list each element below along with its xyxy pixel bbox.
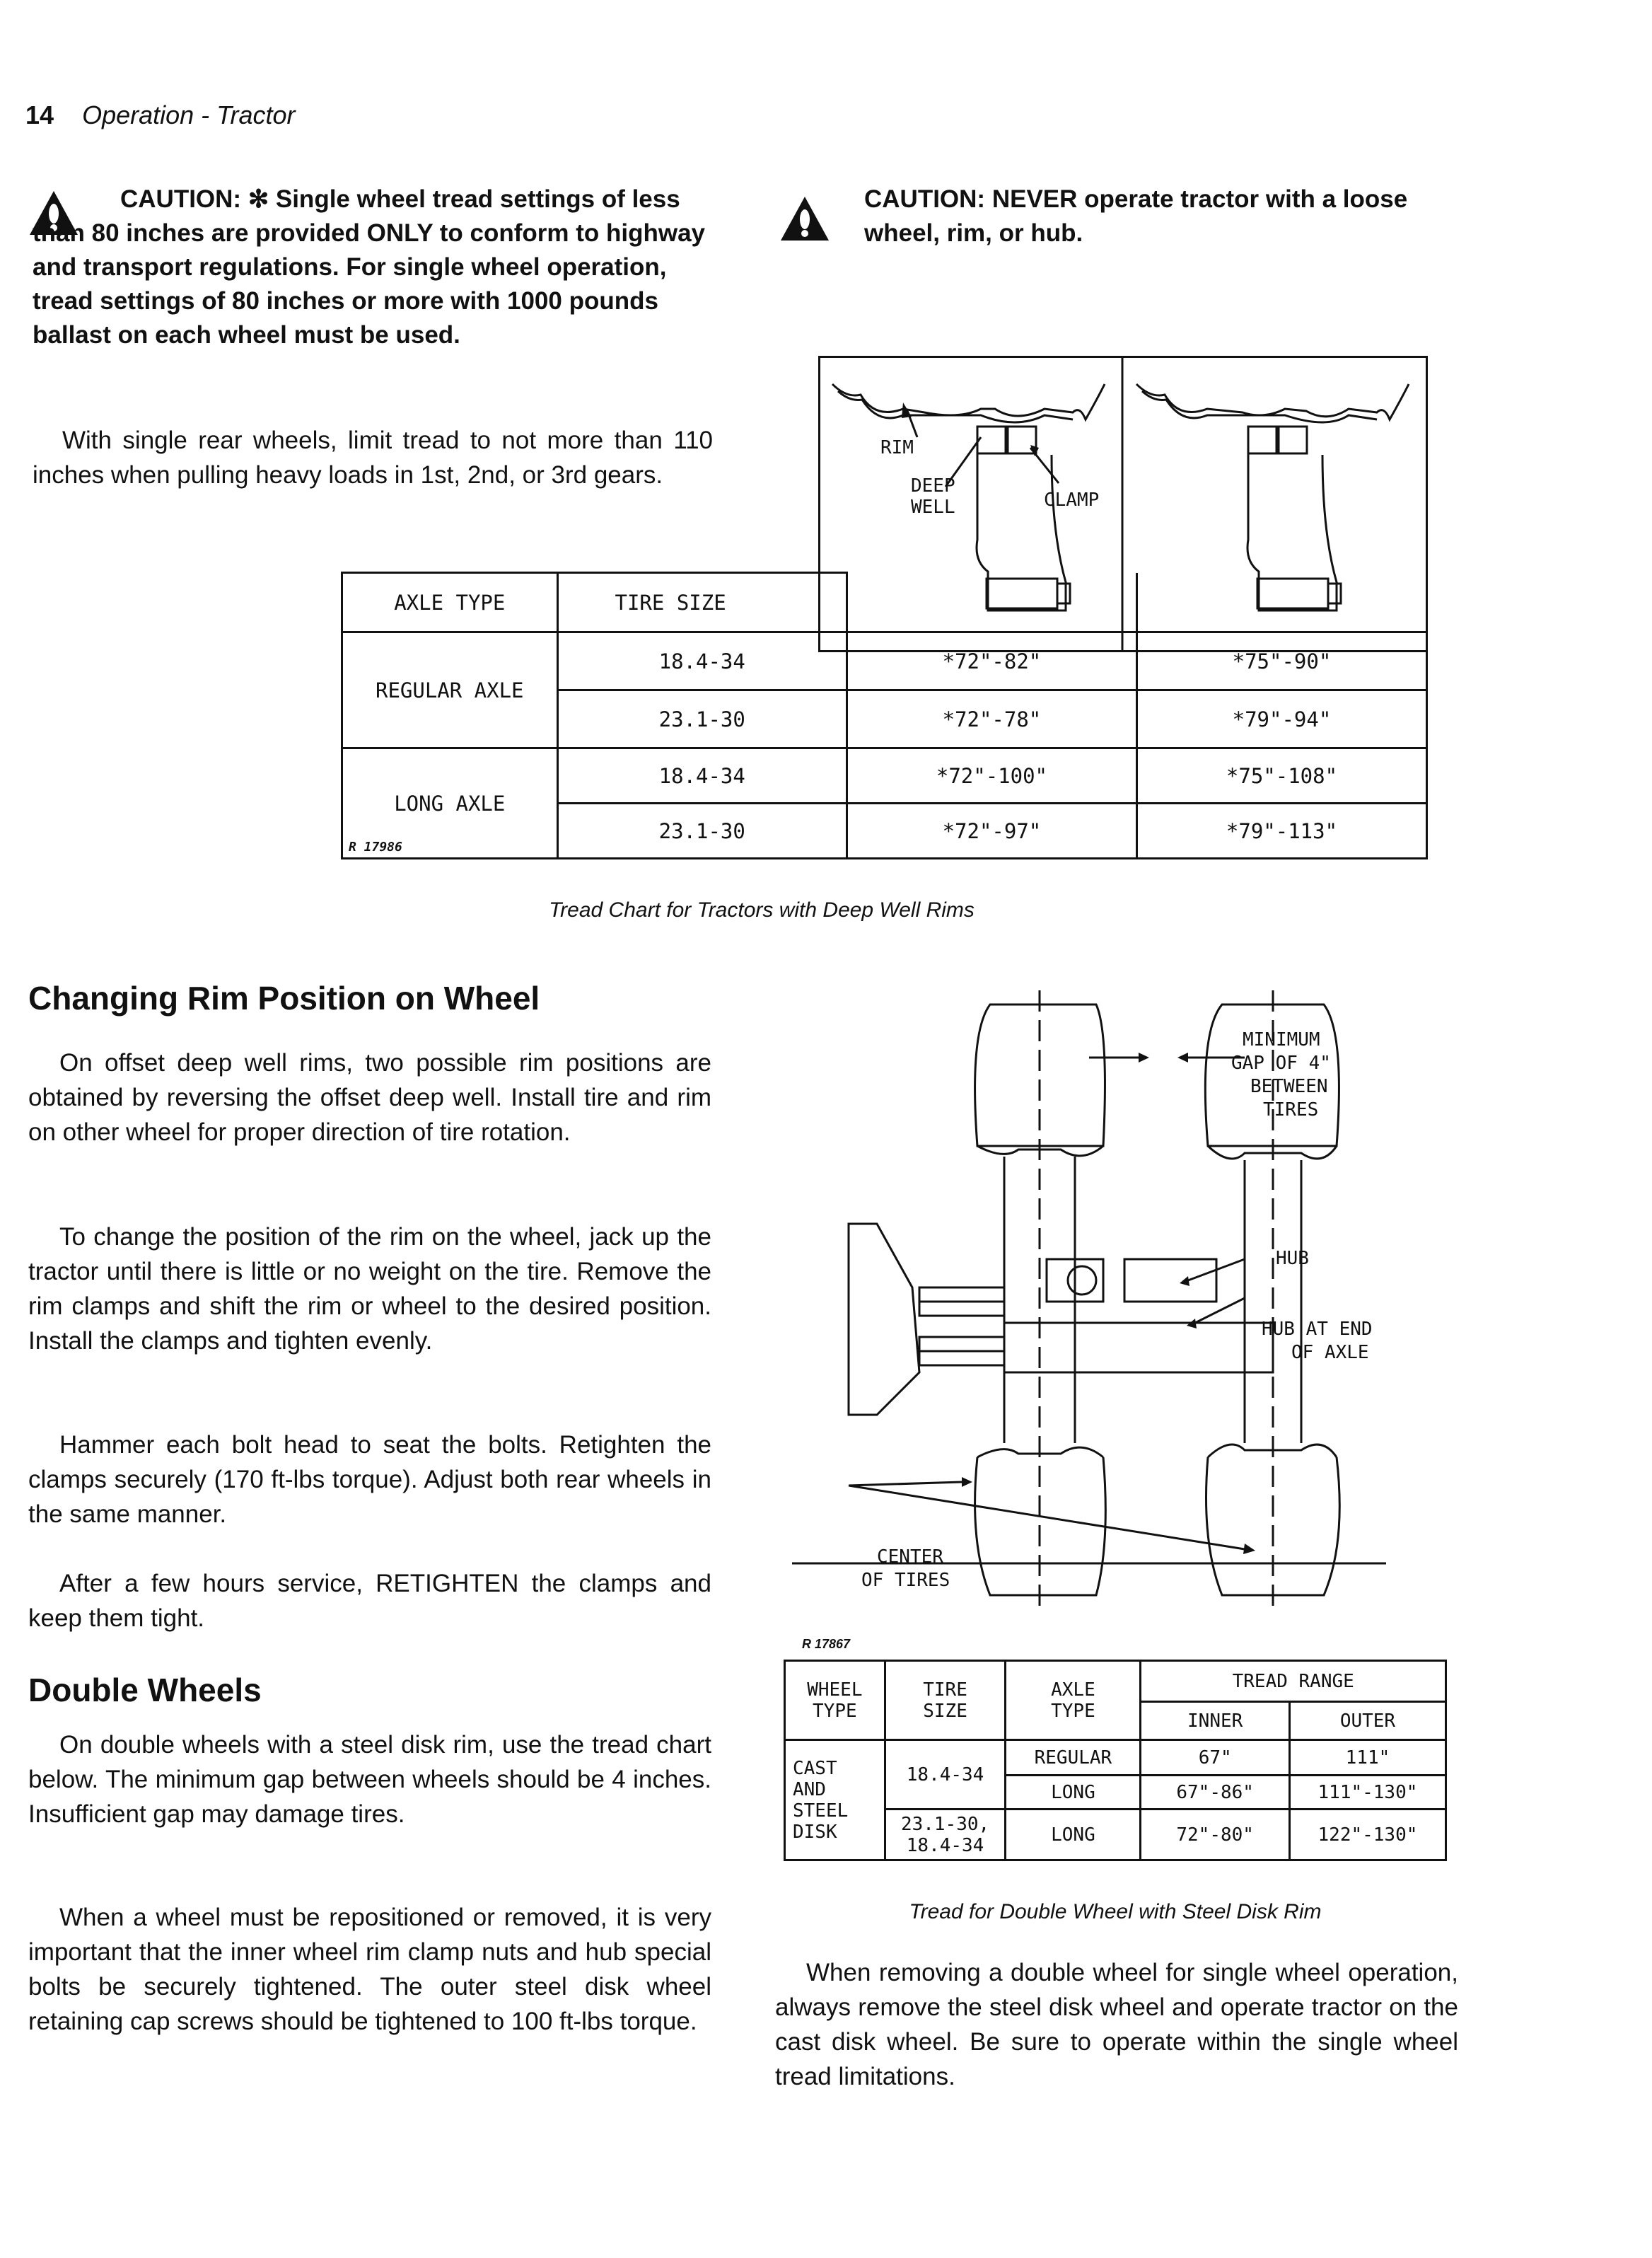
tread-cell: *72"-100" (847, 748, 1136, 804)
of-tires-label: OF TIRES (861, 1570, 950, 1591)
tread-chart-table (341, 572, 1428, 859)
header-tire-size: TIRE SIZE (557, 573, 847, 632)
header-line: TIRE (923, 1679, 967, 1701)
rim-paragraph: After a few hours service, RETIGHTEN the clamps and keep them tight. (28, 1570, 711, 1632)
hub-at-end-label: HUB AT END (1262, 1319, 1373, 1340)
axle-label: LONG AXLE (394, 791, 506, 816)
outer-cell: 122"-130" (1289, 1810, 1446, 1860)
double-paragraph: When a wheel must be repositioned or removed, it is very important that the inner wheel rim clamp nuts and hub special bolts be securely tightened. The outer steel disk wheel retaining cap screws should be tightened to 100 ft-lbs torque. (28, 1904, 711, 2035)
tread-cell: *72"-82" (847, 632, 1136, 690)
section-heading-rim: Changing Rim Position on Wheel (28, 980, 540, 1017)
page-number: 14 (25, 100, 54, 129)
page-header (25, 100, 296, 130)
caution-text: NEVER operate tractor with a loose wheel, rim, or hub. (864, 185, 1408, 247)
header-outer: OUTER (1289, 1702, 1446, 1740)
header-tire-size (885, 1661, 1006, 1740)
caution-lead: CAUTION: (120, 185, 242, 213)
rim-paragraph: To change the position of the rim on the wheel, jack up the tractor until there is little or no weight on the tire. Remove the rim clamps and shift the rim or wheel to the desired position. Install the clamps and tighten evenly. (28, 1223, 711, 1355)
inner-cell: 67" (1141, 1740, 1290, 1776)
table-row (342, 748, 1427, 804)
wheel-type-line: STEEL (793, 1800, 849, 1822)
header-blank-left (847, 573, 1136, 632)
axle-cell (342, 748, 558, 859)
header-inner: INNER (1141, 1702, 1290, 1740)
hub-label: HUB (1276, 1248, 1309, 1269)
wheel-type-line: CAST (793, 1757, 837, 1779)
header-blank-right (1136, 573, 1426, 632)
of-axle-label: OF AXLE (1291, 1342, 1369, 1363)
gap-label: GAP OF 4" (1231, 1053, 1331, 1074)
section-heading-double: Double Wheels (28, 1672, 262, 1708)
tire-cell: 18.4-34 (885, 1740, 1006, 1810)
rim-paragraph: On offset deep well rims, two possible rim positions are obtained by reversing the offset deep well. Install tire and rim on other wheel for proper direction of tire rotation. (28, 1049, 711, 1146)
ref-code: R 17986 (349, 840, 402, 855)
inner-cell: 67"-86" (1141, 1776, 1290, 1810)
tread-cell: *75"-108" (1136, 748, 1426, 804)
caution-single-tread (33, 183, 714, 352)
axle-cell: LONG (1006, 1776, 1141, 1810)
tire-cell: 23.1-30 (557, 690, 847, 748)
between-label: BETWEEN (1250, 1076, 1328, 1097)
axle-cell: LONG (1006, 1810, 1141, 1860)
double-wheel-tread-table (784, 1660, 1447, 1861)
caution-text: ✻ Single wheel tread settings of less than 80 inches are provided ONLY to conform to highway and transport regulations. For single wheel operation, tread settings of 80 inches or more with 1000 pounds ballast on each wheel must be used. (33, 185, 706, 349)
header-line: TYPE (1051, 1700, 1095, 1722)
minimum-label: MINIMUM (1243, 1029, 1320, 1050)
tire-cell (885, 1810, 1006, 1860)
table2-caption: Tread for Double Wheel with Steel Disk Rim (909, 1900, 1322, 1923)
header-line: WHEEL (807, 1679, 863, 1701)
warning-icon (779, 195, 830, 242)
tire-cell: 18.4-34 (557, 632, 847, 690)
inner-cell: 72"-80" (1141, 1810, 1290, 1860)
header-line: SIZE (923, 1700, 967, 1722)
header-tread-range: TREAD RANGE (1141, 1661, 1446, 1702)
removing-double-paragraph: When removing a double wheel for single wheel operation, always remove the steel disk wheel and operate tractor on the cast disk wheel. Be sure to operate within the single wheel tread limitations. (775, 1959, 1458, 2090)
tires-label: TIRES (1263, 1099, 1319, 1121)
tread-cell: *72"-97" (847, 804, 1136, 859)
deep-label: DEEP (911, 475, 955, 497)
well-label: WELL (911, 497, 955, 518)
rim-paragraph: Hammer each bolt head to seat the bolts. Retighten the clamps securely (170 ft-lbs torque). Adjust both rear wheels in the same manner. (28, 1431, 711, 1528)
tread-cell: *79"-94" (1136, 690, 1426, 748)
header-wheel-type (785, 1661, 885, 1740)
wheel-type-line: DISK (793, 1821, 837, 1843)
header-line: AXLE (1051, 1679, 1095, 1701)
header-axle-type (1006, 1661, 1141, 1740)
section-title-header: Operation - Tractor (82, 100, 296, 129)
tire-line: 18.4-34 (906, 1834, 984, 1856)
outer-cell: 111" (1289, 1740, 1446, 1776)
double-paragraph: On double wheels with a steel disk rim, use the tread chart below. The minimum gap between wheels should be 4 inches. Insufficient gap may damage tires. (28, 1731, 711, 1828)
header-line: TYPE (813, 1700, 857, 1722)
clamp-label: CLAMP (1044, 490, 1100, 511)
caution-lead: CAUTION: (864, 185, 986, 213)
center-label: CENTER (877, 1546, 943, 1568)
rim-label: RIM (880, 437, 914, 458)
outer-cell: 111"-130" (1289, 1776, 1446, 1810)
table1-caption: Tread Chart for Tractors with Deep Well Rims (549, 898, 975, 922)
axle-cell: REGULAR (1006, 1740, 1141, 1776)
tread-cell: *72"-78" (847, 690, 1136, 748)
caution-loose-wheel (864, 183, 1487, 250)
table-row (785, 1740, 1446, 1776)
wheel-type-cell (785, 1740, 885, 1860)
ref-code: R 17867 (802, 1637, 851, 1651)
single-wheel-paragraph: With single rear wheels, limit tread to not more than 110 inches when pulling heavy loads in 1st, 2nd, or 3rd gears. (33, 427, 713, 489)
header-axle-type: AXLE TYPE (342, 573, 558, 632)
tire-cell: 23.1-30 (557, 804, 847, 859)
table-row (342, 632, 1427, 690)
wheel-type-line: AND (793, 1778, 826, 1800)
tire-line: 23.1-30, (900, 1813, 990, 1835)
tread-cell: *75"-90" (1136, 632, 1426, 690)
axle-cell: REGULAR AXLE (342, 632, 558, 748)
tread-cell: *79"-113" (1136, 804, 1426, 859)
tire-cell: 18.4-34 (557, 748, 847, 804)
